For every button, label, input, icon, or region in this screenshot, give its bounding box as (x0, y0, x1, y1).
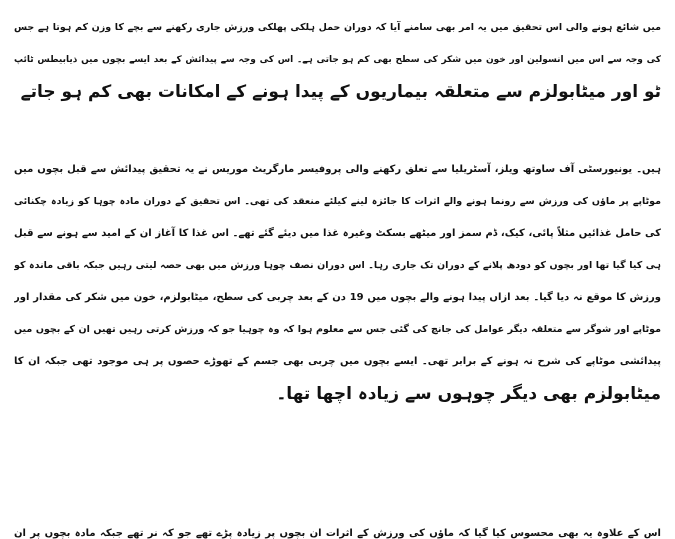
text-line: کی حامل غذائیں مثلاً پائی، کیک، ڈم سمز اور میٹھے بسکٹ وغیرہ غذا میں دیئے گئے تھے۔ اس غذا کا آغاز ان کے امید سے ہونے سے قبل (14, 228, 661, 239)
text-line: میٹابولزم بھی دیگر چوہوں سے زیادہ اچھا تھا۔ (276, 384, 661, 404)
paragraph-1 (14, 12, 661, 108)
text-line: ہی کیا گیا تھا اور بچوں کو دودھ پلانے کے دوران تک جاری رہا۔ اس دوران نصف چوہا ورزش میں بھی حصہ لیتی رہیں جبکہ باقی ماندہ کو (14, 260, 661, 271)
text-line: موٹاپے اور شوگر سے متعلقہ دیگر عوامل کی جانچ کی گئی جس سے معلوم ہوا کہ وہ چوہیا جو کہ ورزش کرتی رہیں تھیں ان کے بچوں میں (14, 324, 661, 335)
paragraph-2 (14, 154, 661, 410)
text-line: پیدائشی موٹاپے کی شرح نہ ہونے کے برابر تھی۔ ایسے بچوں میں چربی بھی جسم کے تھوڑے حصوں پر ہی موجود تھی جبکہ ان کا (14, 356, 661, 367)
text-line: ہیں۔ یونیورسٹی آف ساوتھ ویلز، آسٹریلیا سے تعلق رکھنے والی پروفیسر مارگریٹ موریس نے یہ تحقیق پیدائش سے قبل بچوں میں (14, 164, 661, 175)
text-line: موٹاپے پر ماؤں کی ورزش سے رونما ہونے والے اثرات کا جائزہ لینے کیلئے منعقد کی تھی۔ اس تحقیق کے دوران مادہ چوہا کو زیادہ چکنائی (14, 196, 661, 207)
text-line: ٹو اور میٹابولزم سے متعلقہ بیماریوں کے پیدا ہونے کے امکانات بھی کم ہو جاتے (20, 82, 661, 102)
paragraph-3 (14, 518, 661, 539)
text-line: کی وجہ سے اس میں انسولین اور خون میں شکر کی سطح بھی کم ہو جاتی ہے۔ اس کی وجہ سے پیدائش کے بعد ایسے بچوں میں ذیابیطس ٹائپ (14, 55, 661, 65)
text-line: اس کے علاوہ یہ بھی محسوس کیا گیا کہ ماؤں کی ورزش کے اثرات ان بچوں پر زیادہ پڑے تھے جو کہ نر تھے جبکہ مادہ بچوں پر ان (14, 528, 661, 539)
text-line: میں شائع ہونے والی اس تحقیق میں یہ امر بھی سامنے آیا کہ دوران حمل ہلکی پھلکی ورزش جاری رکھنے سے بچے کا وزن کم ہوتا ہے جس (14, 22, 661, 33)
text-line: ورزش کا موقع نہ دیا گیا۔ بعد ازاں پیدا ہونے والے بچوں میں 19 دن کے بعد چربی کی سطح، میٹابولزم، خون میں شکر کی مقدار اور (14, 292, 661, 303)
